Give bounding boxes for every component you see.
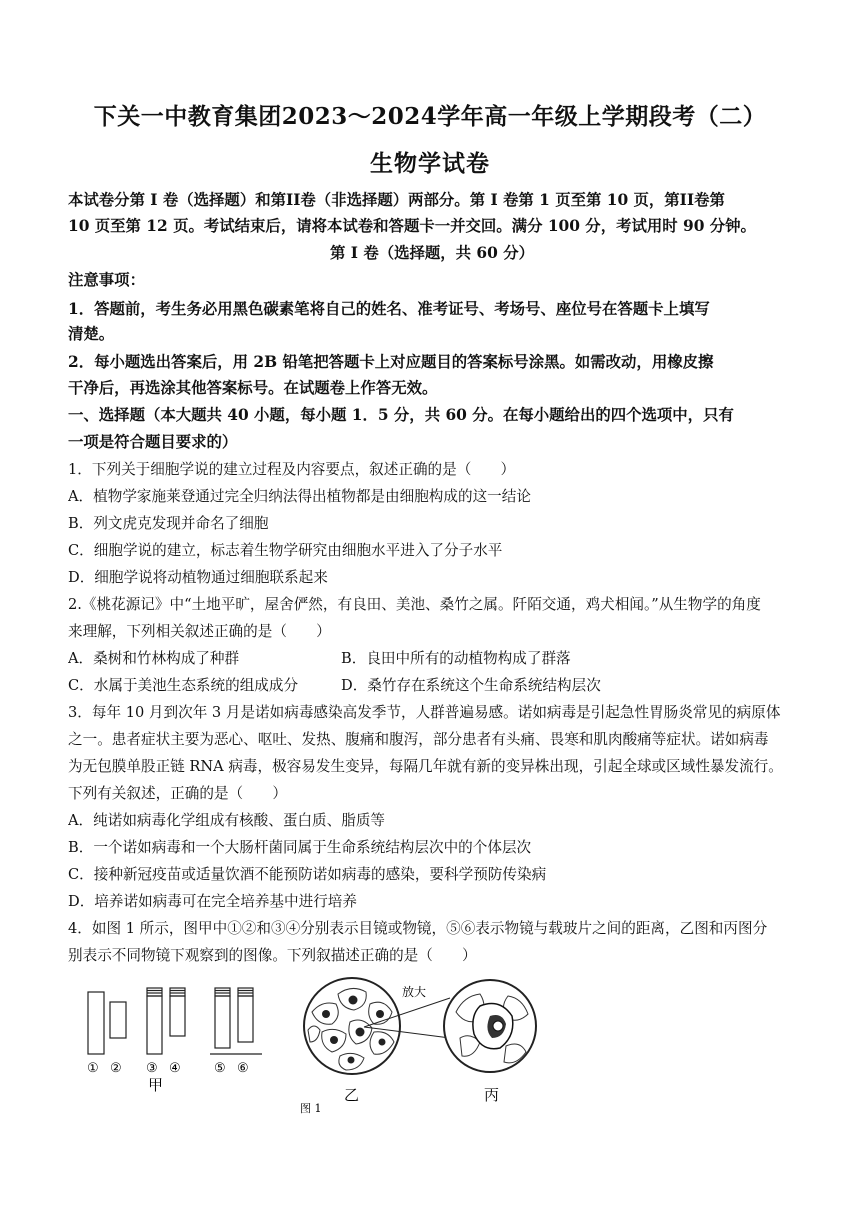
label-bing: 丙	[484, 1086, 500, 1104]
figure-caption: 图 1	[300, 1102, 322, 1115]
note-2-line-1: 2．每小题选出答案后，用 2B 铅笔把答题卡上对应题目的答案标号涂黑。如需改动，用橡皮擦	[68, 353, 714, 371]
q3-stem-2: 之一。患者症状主要为恶心、呕吐、发热、腹痛和腹泻，部分患者有头痛、畏寒和肌肉酸痛等症状。诺如病毒	[68, 731, 769, 748]
q4-stem-2: 别表示不同物镜下观察到的图像。下列叙描述正确的是（ ）	[68, 947, 477, 964]
q3-stem-1: 3．每年 10 月到次年 3 月是诺如病毒感染高发季节，人群普遍易感。诺如病毒是引起急性胃肠炎常见的病原体	[68, 704, 781, 721]
q3-option-c: C．接种新冠疫苗或适量饮酒不能预防诺如病毒的感染，要科学预防传染病	[68, 866, 547, 883]
objective-5-shape	[215, 988, 230, 1048]
section-label: 第 I 卷（选择题，共 60 分）	[330, 244, 534, 262]
note-2-line-2: 干净后，再选涂其他答案标号。在试题卷上作答无效。	[68, 379, 438, 397]
q2-option-c: C．水属于美池生态系统的组成成分	[68, 677, 299, 694]
figure-1	[60, 972, 560, 1122]
label-2: ②	[110, 1061, 122, 1076]
intro-line-1: 本试卷分第 I 卷（选择题）和第II卷（非选择题）两部分。第 I 卷第 1 页至第 10 页，第II卷第	[68, 191, 725, 209]
q4-stem-1: 4．如图 1 所示，图甲中①②和③④分别表示目镜或物镜，⑤⑥表示物镜与载玻片之间的距离，乙图和丙图分	[68, 920, 768, 937]
label-6: ⑥	[237, 1061, 249, 1076]
part1-line-1: 一、选择题（本大题共 40 小题，每小题 1．5 分，共 60 分。在每小题给出的四个选项中，只有	[68, 406, 734, 424]
notes-heading: 注意事项：	[68, 271, 145, 289]
part1-line-2: 一项是符合题目要求的）	[68, 433, 238, 451]
q3-option-b: B．一个诺如病毒和一个大肠杆菌同属于生命系统结构层次中的个体层次	[68, 839, 532, 856]
q2-options-row-2	[68, 676, 796, 696]
label-1: ①	[87, 1061, 99, 1076]
q3-stem-3: 为无包膜单股正链 RNA 病毒，极容易发生变异，每隔几年就有新的变异株出现，引起全球或区域性暴发流行。	[68, 758, 783, 775]
label-5: ⑤	[214, 1061, 226, 1076]
objective-3-shape	[147, 988, 162, 1054]
yi-field-of-view	[304, 978, 400, 1074]
q3-stem-4: 下列有关叙述，正确的是（ ）	[68, 785, 287, 802]
q3-option-a: A．纯诺如病毒化学组成有核酸、蛋白质、脂质等	[68, 812, 386, 829]
intro-line-2: 10 页至第 12 页。考试结束后，请将本试卷和答题卡一并交回。满分 100 分，考试用时 90 分钟。	[68, 217, 756, 235]
eyepiece-1-shape	[88, 992, 104, 1054]
label-4: ④	[169, 1061, 181, 1076]
q2-stem-1: 2.《桃花源记》中“土地平旷，屋舍俨然，有良田、美池、桑竹之属。阡陌交通，鸡犬相闻。”从生物学的角度	[68, 596, 761, 613]
jia-lenses	[88, 988, 262, 1054]
q2-option-b: B．良田中所有的动植物构成了群落	[341, 650, 571, 667]
bing-field-of-view	[444, 980, 536, 1072]
objective-4-shape	[170, 988, 185, 1036]
q1-option-a: A．植物学家施莱登通过完全归纳法得出植物都是由细胞构成的这一结论	[68, 488, 531, 505]
eyepiece-2-shape	[110, 1002, 126, 1038]
note-1-line-1: 1．答题前，考生务必用黑色碳素笔将自己的姓名、准考证号、考场号、座位号在答题卡上填写	[68, 300, 710, 318]
q2-option-d: D．桑竹存在系统这个生命系统结构层次	[341, 677, 601, 694]
label-yi: 乙	[344, 1086, 360, 1104]
objective-6-shape	[238, 988, 253, 1042]
q1-option-b: B．列文虎克发现并命名了细胞	[68, 515, 269, 532]
q2-option-a: A．桑树和竹林构成了种群	[68, 650, 240, 667]
exam-subtitle: 生物学试卷	[370, 150, 490, 177]
label-jia: 甲	[148, 1076, 164, 1094]
exam-title: 下关一中教育集团2023～2024学年高一年级上学期段考（二）	[93, 103, 767, 130]
q2-stem-2: 来理解，下列相关叙述正确的是（ ）	[68, 623, 331, 640]
q3-option-d: D．培养诺如病毒可在完全培养基中进行培养	[68, 893, 357, 910]
q2-options-row-1	[68, 649, 796, 669]
note-1-line-2: 清楚。	[68, 325, 115, 343]
q1-stem: 1．下列关于细胞学说的建立过程及内容要点，叙述正确的是（ ）	[68, 461, 516, 478]
label-3: ③	[146, 1061, 158, 1076]
q1-option-d: D．细胞学说将动植物通过细胞联系起来	[68, 569, 328, 586]
q1-option-c: C．细胞学说的建立，标志着生物学研究由细胞水平进入了分子水平	[68, 542, 503, 559]
magnify-label: 放大	[402, 985, 427, 999]
